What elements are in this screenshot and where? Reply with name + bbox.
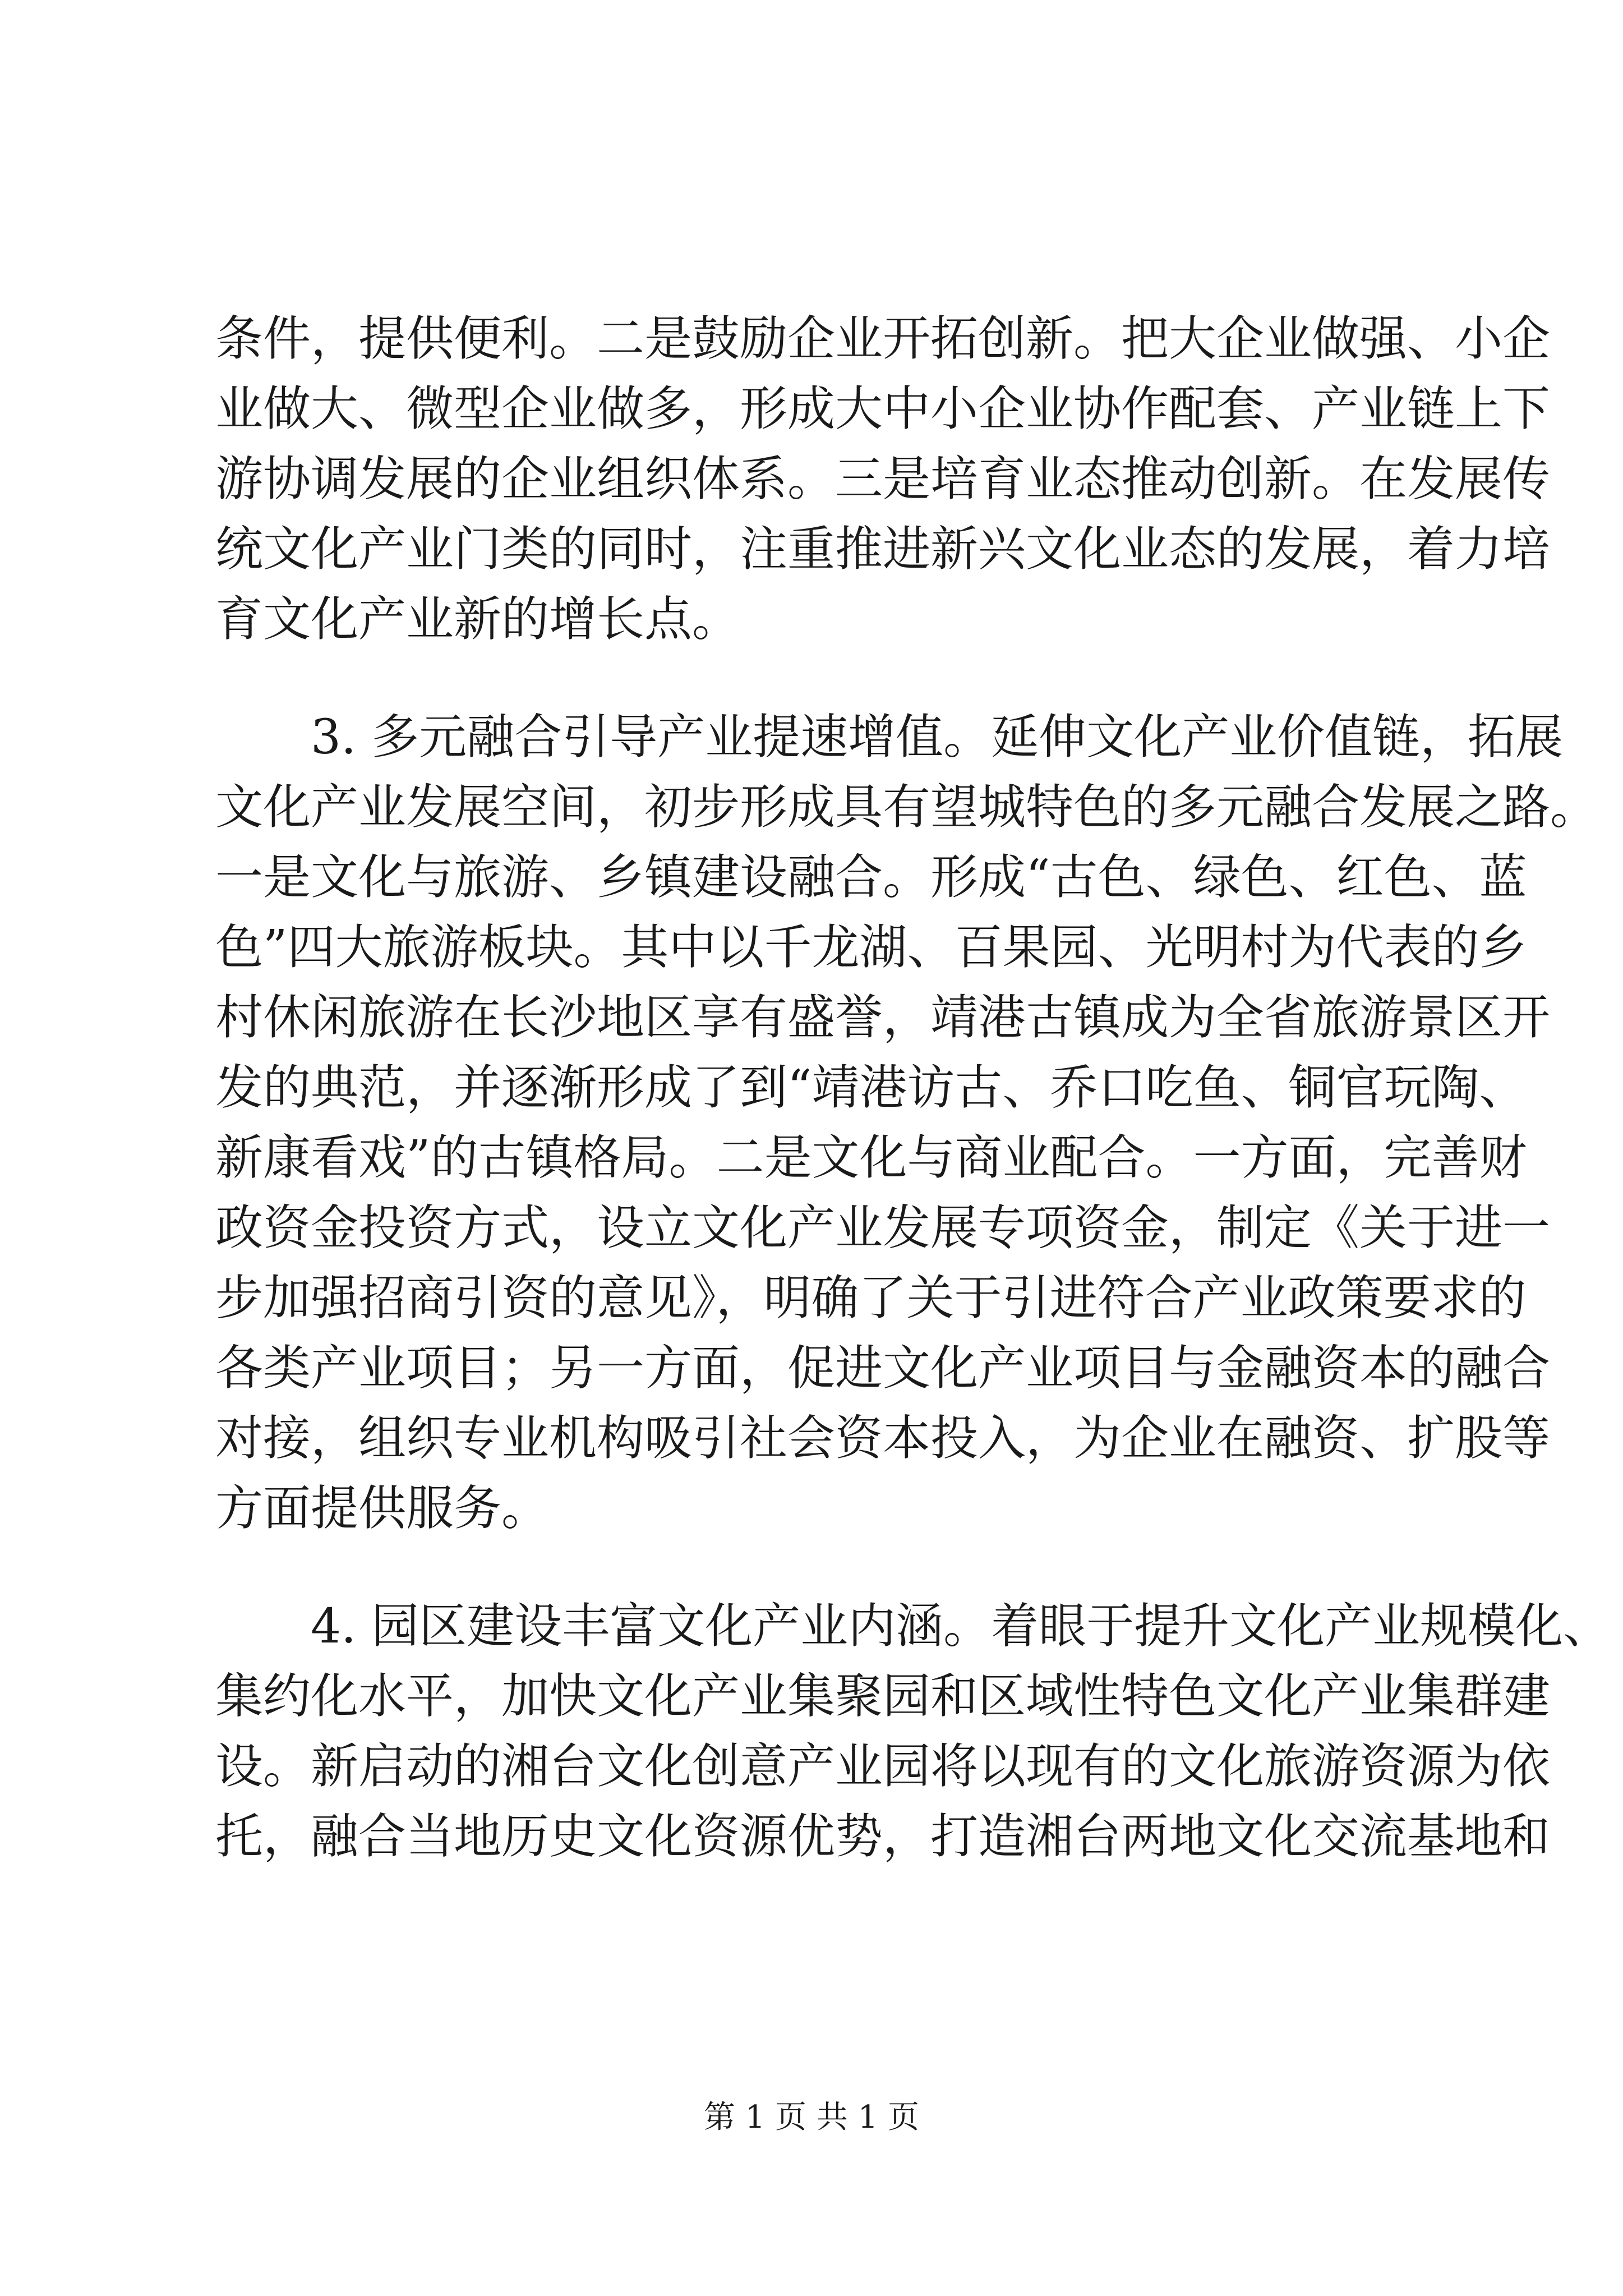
text-line: 3. 多元融合引导产业提速增值。延伸文化产业价值链，拓展 xyxy=(311,710,1564,765)
text-line: 方面提供服务。 xyxy=(215,1481,550,1536)
text-line: 对接，组织专业机构吸引社会资本投入，为企业在融资、扩股等 xyxy=(215,1411,1551,1466)
text-line: 各类产业项目；另一方面，促进文化产业项目与金融资本的融合 xyxy=(215,1341,1551,1396)
text-line: 育文化产业新的增长点。 xyxy=(215,592,740,647)
text-line: 发的典范，并逐渐形成了到“靖港访古、乔口吃鱼、铜官玩陶、 xyxy=(215,1060,1527,1116)
text-line: 新康看戏”的古镇格局。二是文化与商业配合。一方面，完善财 xyxy=(215,1130,1527,1186)
text-line: 村休闲旅游在长沙地区享有盛誉，靖港古镇成为全省旅游景区开 xyxy=(215,990,1551,1046)
text-line: 统文化产业门类的同时，注重推进新兴文化业态的发展，着力培 xyxy=(215,522,1551,577)
text-line: 政资金投资方式，设立文化产业发展专项资金，制定《关于进一 xyxy=(215,1200,1551,1256)
text-line: 设。新启动的湘台文化创意产业园将以现有的文化旅游资源为依 xyxy=(215,1739,1551,1795)
text-line: 条件，提供便利。二是鼓励企业开拓创新。把大企业做强、小企 xyxy=(215,311,1551,367)
text-line: 一是文化与旅游、乡镇建设融合。形成“古色、绿色、红色、蓝 xyxy=(215,850,1527,905)
text-line: 业做大、微型企业做多，形成大中小企业协作配套、产业链上下 xyxy=(215,381,1551,437)
text-line: 4. 园区建设丰富文化产业内涵。着眼于提升文化产业规模化、 xyxy=(311,1599,1611,1654)
text-line: 色”四大旅游板块。其中以千龙湖、百果园、光明村为代表的乡 xyxy=(215,920,1527,976)
text-line: 集约化水平，加快文化产业集聚园和区域性特色文化产业集群建 xyxy=(215,1669,1551,1724)
text-line: 游协调发展的企业组织体系。三是培育业态推动创新。在发展传 xyxy=(215,452,1551,507)
page-footer: 第 1 页 共 1 页 xyxy=(703,2099,920,2136)
text-line: 托，融合当地历史文化资源优势，打造湘台两地文化交流基地和 xyxy=(215,1809,1551,1865)
text-line: 步加强招商引资的意见》，明确了关于引进符合产业政策要求的 xyxy=(215,1271,1527,1326)
text-line: 文化产业发展空间，初步形成具有望城特色的多元融合发展之路。 xyxy=(215,780,1598,835)
